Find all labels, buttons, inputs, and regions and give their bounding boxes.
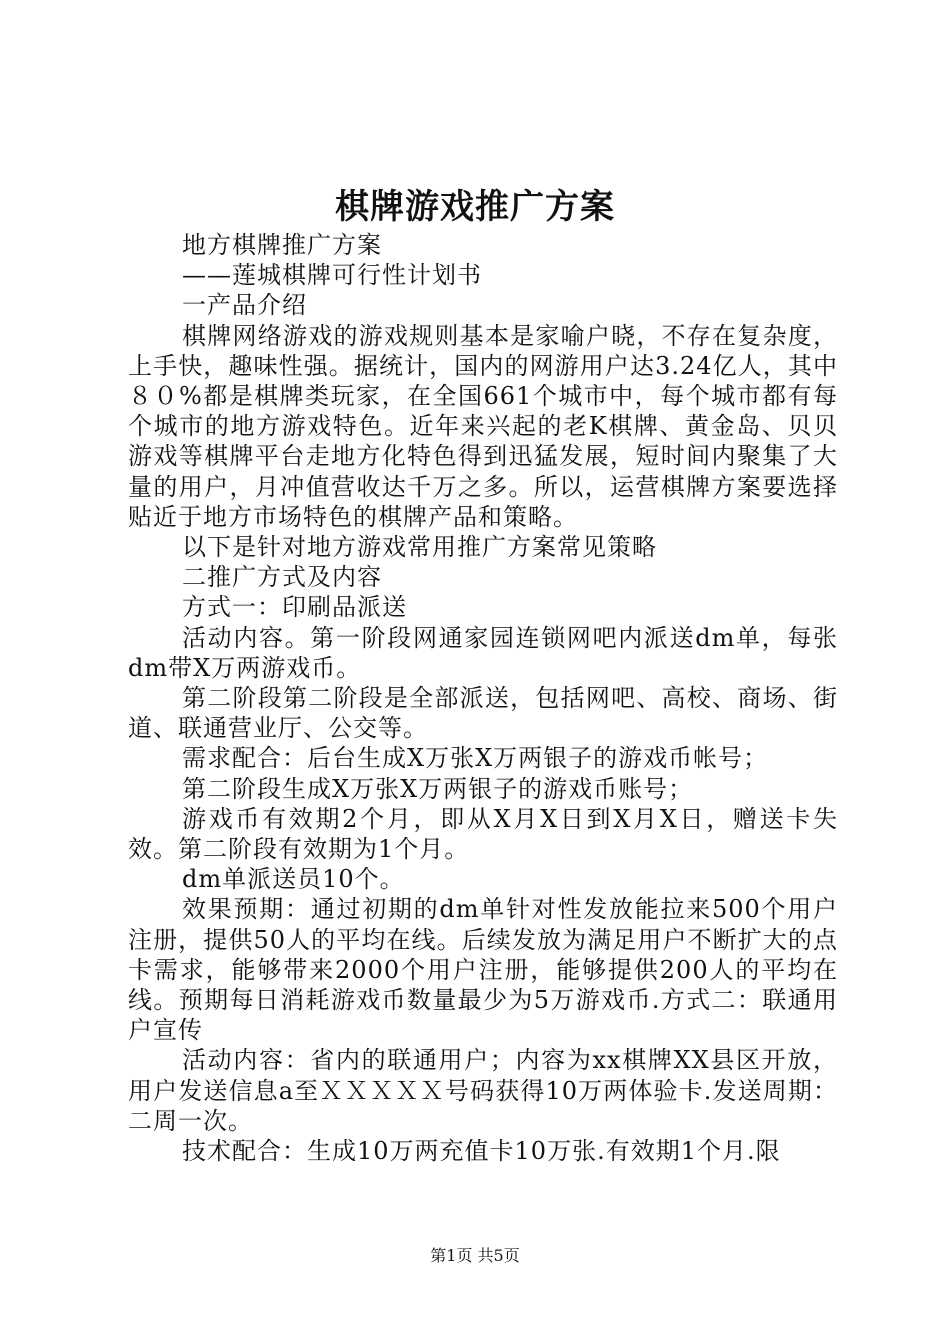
paragraph: 游戏币有效期2个月，即从X月X日到X月X日，赠送卡失效。第二阶段有效期为1个月。 [128, 804, 838, 864]
document-body [128, 230, 838, 1166]
section-heading: 二推广方式及内容 [182, 563, 382, 592]
paragraph: 活动内容：省内的联通用户；内容为xx棋牌XX县区开放，用户发送信息a至ＸＸＸＸＸ号码获得10万两体验卡.发送周期：二周一次。 [128, 1046, 838, 1135]
paragraph: 第二阶段生成X万张X万两银子的游戏币账号； [182, 774, 694, 803]
page-footer: 第1页 共5页 [430, 1246, 520, 1265]
paragraph: 活动内容。第一阶段网通家园连锁网吧内派送dm单，每张dm带X万两游戏币。 [128, 623, 838, 682]
document-title: 棋牌游戏推广方案 [335, 187, 615, 227]
subtitle: 地方棋牌推广方案 [182, 231, 382, 259]
subheading: 方式一：印刷品派送 [182, 593, 407, 622]
paragraph: 以下是针对地方游戏常用推广方案常见策略 [182, 533, 657, 562]
section-heading: 一产品介绍 [182, 291, 307, 320]
paragraph: 第二阶段第二阶段是全部派送，包括网吧、高校、商场、街道、联通营业厅、公交等。 [128, 684, 838, 743]
paragraph: 技术配合：生成10万两充值卡10万张.有效期1个月.限 [182, 1137, 781, 1166]
paragraph: dm单派送员10个。 [182, 865, 405, 894]
paragraph: 效果预期：通过初期的dm单针对性发放能拉来500个用户注册，提供50人的平均在线。后续发放为满足用户不断扩大的点卡需求，能够带来2000个用户注册，能够提供200人的平均在线。预期每日消耗游戏币数量最少为5万游戏币.方式二：联通用户宣传 [128, 895, 838, 1045]
paragraph: 需求配合：后台生成X万张X万两银子的游戏币帐号； [182, 744, 769, 773]
paragraph: 棋牌网络游戏的游戏规则基本是家喻户晓，不存在复杂度，上手快，趣味性强。据统计，国内的网游用户达3.24亿人，其中８０%都是棋牌类玩家，在全国661个城市中，每个城市都有每个城市的地方游戏特色。近年来兴起的老K棋牌、黄金岛、贝贝游戏等棋牌平台走地方化特色得到迅猛发展，短时间内聚集了大量的用户，月冲值营收达千万之多。所以，运营棋牌方案要选择贴近于地方市场特色的棋牌产品和策略。 [128, 321, 838, 531]
subtitle-dash: ——莲城棋牌可行性计划书 [182, 261, 482, 290]
